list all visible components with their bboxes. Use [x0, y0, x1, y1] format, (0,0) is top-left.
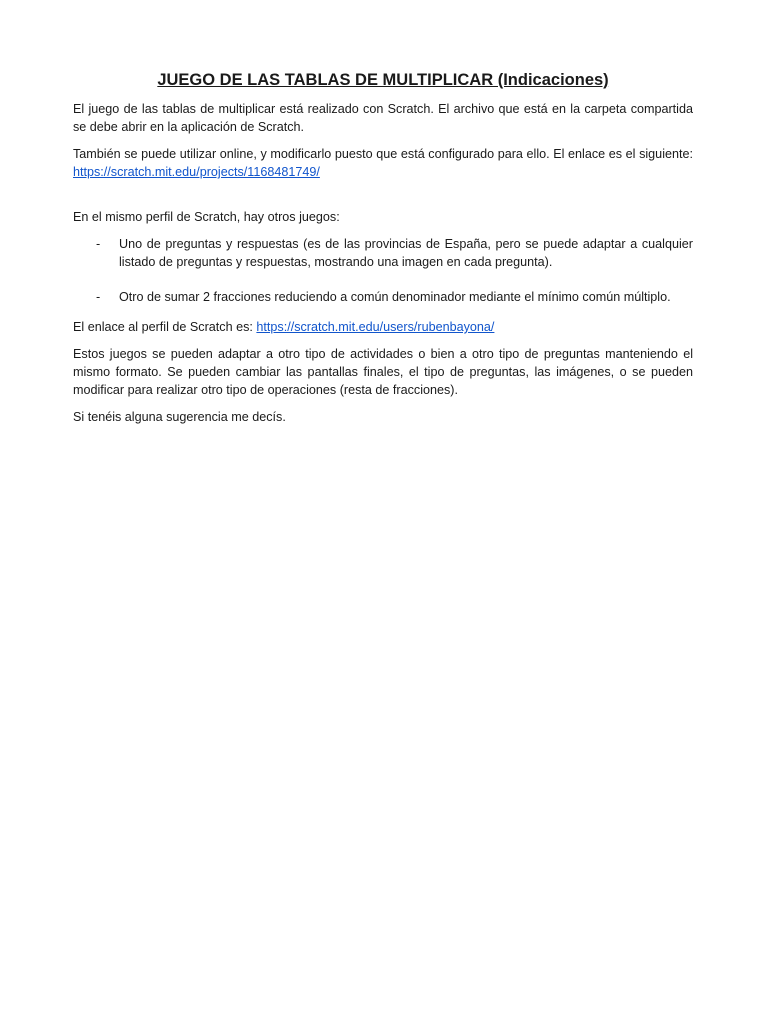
list-item-text: Otro de sumar 2 fracciones reduciendo a común denominador mediante el mínimo común múltiplo. — [119, 290, 671, 304]
list-item — [73, 235, 693, 271]
paragraph-online-text: También se puede utilizar online, y modificarlo puesto que está configurado para ello. El enlace es el siguiente: — [73, 147, 693, 161]
paragraph-other-games: En el mismo perfil de Scratch, hay otros juegos: — [73, 210, 340, 224]
profile-link[interactable]: https://scratch.mit.edu/users/rubenbayona/ — [256, 320, 495, 334]
paragraph-closing: Si tenéis alguna sugerencia me decís. — [73, 410, 286, 424]
paragraph-online — [73, 145, 693, 181]
paragraph-profile — [73, 318, 693, 336]
blank-line — [73, 190, 693, 208]
paragraph-adapt: Estos juegos se pueden adaptar a otro tipo de actividades o bien a otro tipo de preguntas manteniendo el mismo formato. Se pueden cambiar las pantallas finales, el tipo de preguntas, las imágenes, o se pueden modificar para realizar otro tipo de operaciones (resta de fracciones). — [73, 347, 693, 397]
paragraph-intro: El juego de las tablas de multiplicar está realizado con Scratch. El archivo que está en la carpeta compartida se debe abrir en la aplicación de Scratch. — [73, 102, 693, 134]
list-bullet: - — [96, 237, 101, 251]
project-link[interactable]: https://scratch.mit.edu/projects/1168481749/ — [73, 165, 320, 179]
blank-line — [73, 306, 693, 318]
games-list — [73, 235, 693, 306]
document-page — [73, 68, 693, 435]
list-item-text: Uno de preguntas y respuestas (es de las provincias de España, pero se puede adaptar a cualquier listado de preguntas y respuestas, mostrando una imagen en cada pregunta). — [119, 237, 693, 269]
list-item — [73, 288, 693, 306]
list-bullet: - — [96, 290, 101, 304]
document-title: JUEGO DE LAS TABLAS DE MULTIPLICAR (Indicaciones) — [157, 71, 609, 89]
paragraph-profile-text: El enlace al perfil de Scratch es: — [73, 320, 257, 334]
